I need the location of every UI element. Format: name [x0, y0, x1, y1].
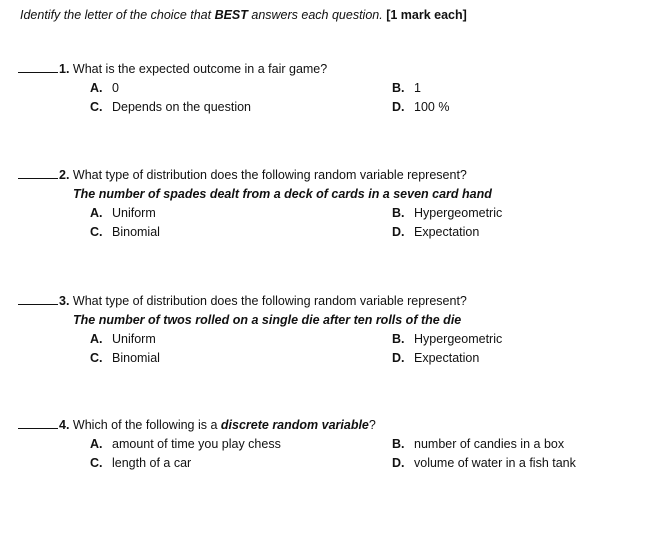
instructions-text: Identify the letter of the choice that [20, 8, 215, 22]
choice-letter: D. [392, 225, 405, 239]
choice-text: Depends on the question [112, 100, 251, 114]
choice-a[interactable] [90, 435, 281, 454]
choice-c[interactable] [90, 454, 191, 473]
choice-letter: B. [392, 81, 405, 95]
question-2 [18, 166, 638, 242]
choice-text: Binomial [112, 225, 160, 239]
question-text: What is the expected outcome in a fair game? [69, 62, 328, 76]
choice-text: length of a car [112, 456, 192, 470]
question-1-prompt [18, 60, 638, 79]
choice-letter: A. [90, 437, 103, 451]
choice-c[interactable] [90, 223, 160, 242]
question-text-end: ? [368, 418, 376, 432]
choice-a[interactable] [90, 330, 156, 349]
question-number: 1. [59, 62, 70, 76]
choice-text: Binomial [112, 351, 160, 365]
choice-text: Expectation [414, 351, 480, 365]
choice-letter: D. [392, 351, 405, 365]
choice-d[interactable] [392, 349, 479, 368]
choice-text: Uniform [112, 332, 156, 346]
question-text: Which of the following is a [69, 418, 221, 432]
choice-d[interactable] [392, 223, 479, 242]
choice-b[interactable] [392, 79, 421, 98]
choice-text: Expectation [414, 225, 480, 239]
choice-c[interactable] [90, 349, 160, 368]
choice-letter: B. [392, 332, 405, 346]
choice-text: 1 [414, 81, 421, 95]
choice-c[interactable] [90, 98, 251, 117]
choice-text: Uniform [112, 206, 156, 220]
choice-letter: C. [90, 351, 103, 365]
choice-b[interactable] [392, 435, 564, 454]
choices-2 [18, 204, 638, 242]
choice-text: 0 [112, 81, 119, 95]
instructions [20, 8, 467, 22]
question-2-prompt [18, 166, 638, 185]
instructions-emphasis: BEST [214, 8, 248, 22]
choice-letter: B. [392, 206, 405, 220]
choice-letter: C. [90, 100, 103, 114]
choice-letter: D. [392, 456, 405, 470]
choices-3 [18, 330, 638, 368]
question-4-prompt [18, 416, 638, 435]
question-number: 2. [59, 168, 70, 182]
question-stem: The number of twos rolled on a single die after ten rolls of the die [73, 313, 462, 327]
question-1 [18, 60, 638, 117]
choice-a[interactable] [90, 204, 156, 223]
question-text: What type of distribution does the following random variable represent? [69, 168, 467, 182]
question-3 [18, 292, 638, 368]
question-emphasis: discrete random variable [220, 418, 369, 432]
choice-text: 100 % [414, 100, 450, 114]
choice-d[interactable] [392, 98, 449, 117]
choice-text: amount of time you play chess [112, 437, 281, 451]
choice-letter: A. [90, 206, 103, 220]
answer-blank-3[interactable] [18, 292, 58, 305]
answer-blank-4[interactable] [18, 416, 58, 429]
choice-text: Hypergeometric [414, 332, 503, 346]
choice-letter: D. [392, 100, 405, 114]
choice-a[interactable] [90, 79, 119, 98]
question-text: What type of distribution does the following random variable represent? [69, 294, 467, 308]
answer-blank-2[interactable] [18, 166, 58, 179]
choice-text: number of candies in a box [414, 437, 565, 451]
question-3-prompt [18, 292, 638, 311]
choice-letter: A. [90, 81, 103, 95]
choice-text: volume of water in a fish tank [414, 456, 576, 470]
choices-1 [18, 79, 638, 117]
question-number: 3. [59, 294, 70, 308]
marks-note: [1 mark each] [386, 8, 467, 22]
answer-blank-1[interactable] [18, 60, 58, 73]
instructions-text-2: answers each question. [247, 8, 387, 22]
choice-b[interactable] [392, 204, 502, 223]
choice-b[interactable] [392, 330, 502, 349]
question-4 [18, 416, 638, 473]
choice-letter: C. [90, 456, 103, 470]
choice-letter: A. [90, 332, 103, 346]
choice-letter: C. [90, 225, 103, 239]
question-number: 4. [59, 418, 70, 432]
choice-letter: B. [392, 437, 405, 451]
question-stem: The number of spades dealt from a deck of cards in a seven card hand [73, 187, 492, 201]
choices-4 [18, 435, 638, 473]
choice-d[interactable] [392, 454, 576, 473]
choice-text: Hypergeometric [414, 206, 503, 220]
